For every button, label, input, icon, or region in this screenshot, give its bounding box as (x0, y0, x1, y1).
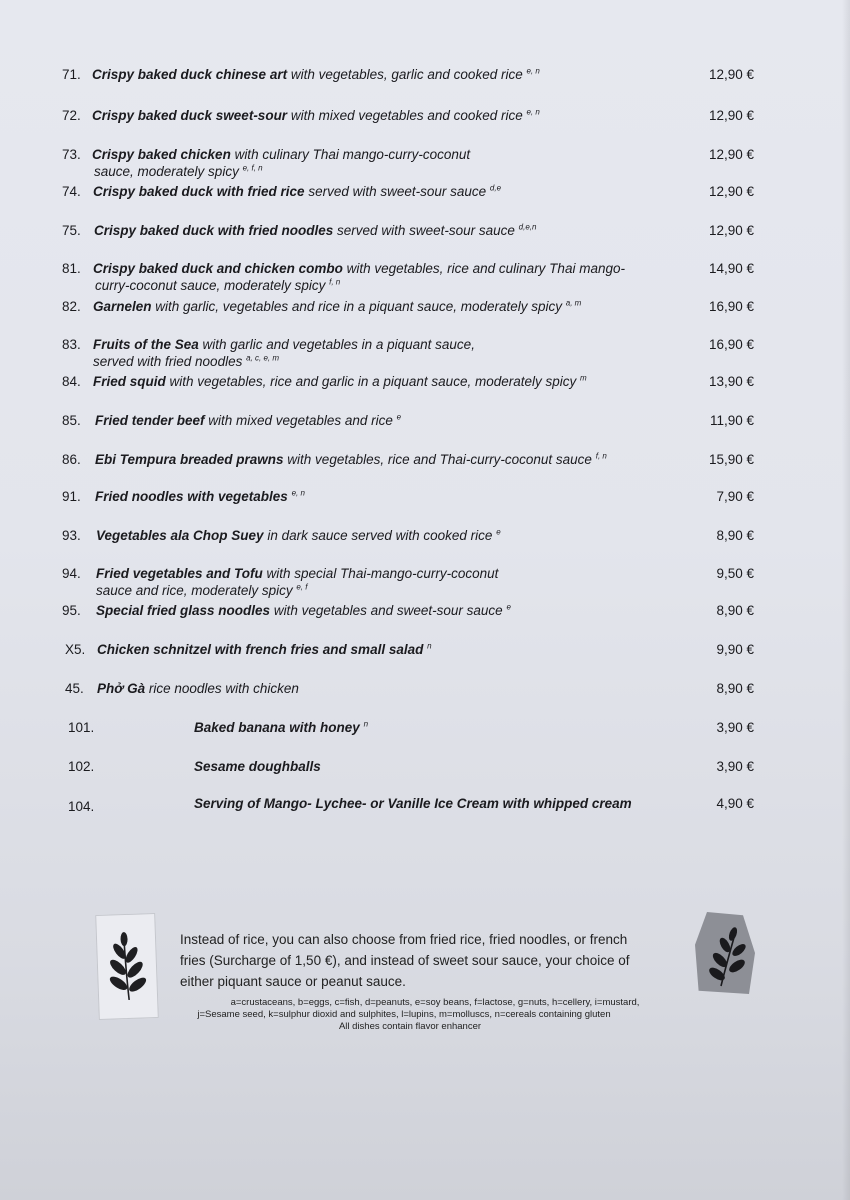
item-number: 95. (62, 603, 81, 618)
item-price: 14,90 € (708, 261, 754, 276)
item-price: 8,90 € (716, 681, 754, 696)
item-name: Crispy baked duck and chicken combo (93, 261, 343, 276)
leaf-sprig-icon (695, 912, 755, 994)
item-number: 83. (62, 337, 81, 352)
item-description: Fried squid with vegetables, rice and garlic in a piquant sauce, moderately spicy $^m$ (93, 373, 587, 389)
allergen-codes: n (427, 641, 432, 651)
item-name: Chicken schnitzel with french fries and small salad (97, 642, 424, 657)
item-number: 82. (62, 299, 81, 314)
item-price: 8,90 € (716, 528, 754, 543)
item-number: 71. (62, 67, 81, 82)
item-number: 101. (68, 720, 95, 735)
item-description: Fried tender beef with mixed vegetables and rice $^e$ (95, 412, 402, 428)
item-description (194, 758, 321, 775)
note-line: Instead of rice, you can also choose from fried rice, fried noodles, or french (180, 932, 628, 947)
item-description (194, 719, 368, 736)
item-name: Special fried glass noodles (96, 603, 271, 618)
allergen-codes: e, f (296, 582, 308, 592)
item-name: Crispy baked duck chinese art (92, 67, 288, 82)
item-number: 94. (62, 566, 81, 581)
item-description: Crispy baked duck with fried rice served with sweet-sour sauce $^{d,e}$ (93, 183, 502, 199)
item-number: 93. (62, 528, 81, 543)
item-price: 12,90 € (708, 184, 754, 199)
allergen-codes: a, c, e, m (246, 353, 280, 363)
item-name: Garnelen (93, 299, 152, 314)
flavor-enhancer-note: All dishes contain flavor enhancer (338, 1021, 482, 1032)
item-price: 9,90 € (716, 642, 754, 657)
allergen-codes: n (363, 719, 369, 729)
item-description: Vegetables ala Chop Suey in dark sauce served with cooked rice $^e$ (96, 527, 501, 543)
item-description: Crispy baked duck sweet-sour with mixed vegetables and cooked rice $^{e, n}$ (92, 107, 540, 123)
item-description: Crispy baked duck with fried noodles served with sweet-sour sauce $^{d,e,n}$ (94, 222, 537, 238)
item-name: Crispy baked duck with fried noodles (94, 223, 334, 238)
note-line: fries (Surcharge of 1,50 €), and instead of sweet sour sauce, your choice of (180, 953, 630, 968)
item-description: Fried vegetables and Tofu with special Thai-mango-curry-coconut sauce and rice, moderately spicy $^{e, f}$ (96, 566, 499, 598)
item-description: Special fried glass noodles with vegetables and sweet-sour sauce $^e$ (96, 602, 511, 618)
item-name: Fried squid (93, 374, 166, 389)
item-number: 102. (68, 759, 95, 774)
item-number: 91. (62, 489, 81, 504)
item-price: 8,90 € (716, 603, 754, 618)
allergen-codes: e, f, n (242, 163, 263, 173)
item-name: Crispy baked chicken (92, 147, 231, 162)
item-name: Ebi Tempura breaded prawns (95, 452, 284, 467)
item-number: 85. (62, 413, 81, 428)
item-price: 13,90 € (708, 374, 754, 389)
leaf-card-right (695, 912, 755, 994)
item-number: 73. (62, 147, 81, 162)
item-name: Crispy baked duck with fried rice (93, 184, 305, 199)
item-name: Fried noodles with vegetables (95, 489, 288, 504)
allergen-codes: e (496, 527, 501, 537)
item-number: 72. (62, 108, 81, 123)
item-name: Serving of Mango- Lychee- or Vanille Ice Cream with whipped cream (194, 796, 632, 811)
item-name: Fried tender beef (95, 413, 205, 428)
allergen-codes: e, n (291, 488, 305, 498)
item-description (194, 795, 632, 812)
item-description (95, 488, 305, 505)
item-description: Phở Gà rice noodles with chicken (97, 681, 299, 696)
item-price: 15,90 € (708, 452, 754, 467)
item-name: Crispy baked duck sweet-sour (92, 108, 288, 123)
item-price: 3,90 € (716, 720, 754, 735)
item-name: Sesame doughballs (194, 759, 321, 774)
item-number: 84. (62, 374, 81, 389)
item-price: 12,90 € (708, 67, 754, 82)
allergen-codes: a, m (565, 298, 582, 308)
item-price: 9,50 € (716, 566, 754, 581)
item-name: Fruits of the Sea (93, 337, 199, 352)
allergen-codes: e, n (526, 66, 540, 76)
item-description: Crispy baked chicken with culinary Thai mango-curry-coconut sauce, moderately spicy $^{e, f, n}$ (92, 147, 471, 179)
allergen-codes: m (580, 373, 587, 383)
item-price: 7,90 € (716, 489, 754, 504)
item-number: 104. (68, 799, 95, 814)
item-number: 81. (62, 261, 81, 276)
allergen-codes: f, n (595, 451, 607, 461)
allergen-codes: e, n (526, 107, 540, 117)
allergen-codes: e (506, 602, 511, 612)
item-description: Crispy baked duck chinese art with vegetables, garlic and cooked rice $^{e, n}$ (92, 66, 540, 82)
item-price: 3,90 € (716, 759, 754, 774)
item-price: 12,90 € (708, 108, 754, 123)
item-price: 4,90 € (716, 796, 754, 811)
item-name: Vegetables ala Chop Suey (96, 528, 264, 543)
item-number: 86. (62, 452, 81, 467)
item-name: Fried vegetables and Tofu (96, 566, 263, 581)
side-dish-note (180, 929, 680, 992)
allergen-line: j=Sesame seed, k=sulphur dioxid and sulphites, l=lupins, m=molluscs, n=cereals containing gluten (197, 1009, 611, 1020)
allergen-codes: e (396, 412, 402, 422)
allergen-codes: f, n (329, 277, 341, 287)
item-number: 74. (62, 184, 81, 199)
item-description: Ebi Tempura breaded prawns with vegetables, rice and Thai-curry-coconut sauce $^{f, n}$ (95, 451, 607, 467)
item-price: 12,90 € (708, 223, 754, 238)
item-price: 16,90 € (708, 337, 754, 352)
page-edge-shadow (842, 0, 850, 1200)
item-description: Crispy baked duck and chicken combo with vegetables, rice and culinary Thai mango- curry-coconut sauce, moderately spicy $^{f, n}$ (93, 261, 625, 293)
allergen-codes: d,e,n (518, 222, 537, 232)
note-line: either piquant sauce or peanut sauce. (180, 974, 406, 989)
item-number: 45. (65, 681, 84, 696)
allergen-codes: d,e (489, 183, 502, 193)
item-name: Baked banana with honey (194, 720, 360, 735)
item-number: 75. (62, 223, 81, 238)
item-description: Fruits of the Sea with garlic and vegetables in a piquant sauce, served with fried noodles $^{a, c, e, m}$ (93, 337, 475, 369)
item-price: 16,90 € (708, 299, 754, 314)
allergen-legend (100, 997, 680, 1033)
item-name: Phở Gà (97, 681, 146, 696)
item-price: 12,90 € (708, 147, 754, 162)
item-description (97, 641, 432, 658)
item-price: 11,90 € (709, 413, 754, 428)
allergen-line: a=crustaceans, b=eggs, c=fish, d=peanuts, e=soy beans, f=lactose, g=nuts, h=cellery, i=mustard, (230, 997, 640, 1008)
item-description: Garnelen with garlic, vegetables and rice in a piquant sauce, moderately spicy $^{a, m}$ (93, 298, 582, 314)
item-number: X5. (65, 642, 86, 657)
